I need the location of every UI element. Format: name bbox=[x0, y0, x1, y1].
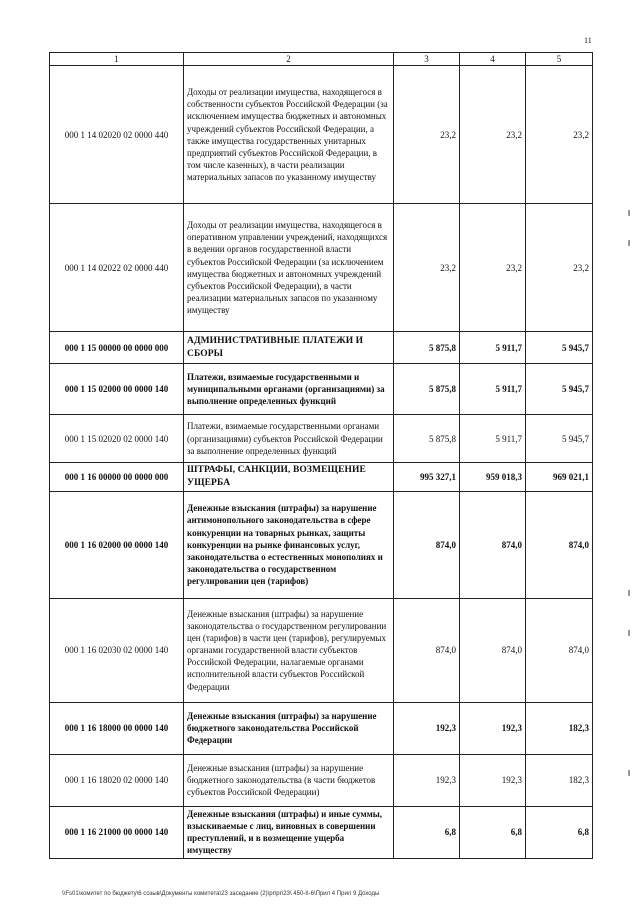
page-number: 11 bbox=[584, 36, 592, 45]
amount-col-3: 874,0 bbox=[394, 491, 460, 598]
header-col-3: 3 bbox=[394, 53, 460, 66]
amount-col-3: 6,8 bbox=[394, 806, 460, 858]
table-row bbox=[50, 491, 593, 598]
table-row bbox=[50, 204, 593, 332]
table-row bbox=[50, 598, 593, 702]
amount-col-3: 23,2 bbox=[394, 204, 460, 332]
budget-code: 000 1 16 18020 02 0000 140 bbox=[50, 754, 184, 806]
amount-col-3: 23,2 bbox=[394, 66, 460, 204]
table-row bbox=[50, 415, 593, 463]
amount-col-4: 959 018,3 bbox=[460, 463, 526, 492]
amount-col-4: 192,3 bbox=[460, 702, 526, 754]
amount-col-3: 5 875,8 bbox=[394, 415, 460, 463]
amount-col-4: 5 911,7 bbox=[460, 364, 526, 415]
amount-col-3: 874,0 bbox=[394, 598, 460, 702]
amount-col-5: 874,0 bbox=[526, 598, 593, 702]
revenue-description: Денежные взыскания (штрафы) за нарушение антимонопольного законодательства в сфере конкуренции на товарных рынках, защиты конкуренции на рынке финансовых услуг, законодательства о естественных монополиях и законодательства о государственном регулировании цен (тарифов) bbox=[184, 491, 394, 598]
table-row bbox=[50, 702, 593, 754]
revenue-description: Доходы от реализации имущества, находящегося в оперативном управлении учреждений, находящихся в ведении органов государственной власти субъектов Российской Федерации (за исключением имущества бюджетных и автономных учреждений субъектов Российской Федерации), в части реализации материальных запасов по указанному имуществу bbox=[184, 204, 394, 332]
amount-col-5: 23,2 bbox=[526, 66, 593, 204]
amount-col-5: 5 945,7 bbox=[526, 364, 593, 415]
table-row-section bbox=[50, 463, 593, 492]
revenue-description: Доходы от реализации имущества, находящегося в собственности субъектов Российской Федерации (за исключением имущества бюджетных и автономных учреждений субъектов Российской Федерации, а также имущества государственных унитарных предприятий субъектов Российской Федерации, в том числе казенных), в части реализации материальных запасов по указанному имуществу bbox=[184, 66, 394, 204]
header-col-4: 4 bbox=[460, 53, 526, 66]
amount-col-4: 6,8 bbox=[460, 806, 526, 858]
budget-code: 000 1 15 02000 00 0000 140 bbox=[50, 364, 184, 415]
table-row bbox=[50, 364, 593, 415]
budget-code: 000 1 14 02022 02 0000 440 bbox=[50, 204, 184, 332]
scan-margin-marks bbox=[628, 210, 634, 810]
amount-col-3: 995 327,1 bbox=[394, 463, 460, 492]
amount-col-5: 874,0 bbox=[526, 491, 593, 598]
amount-col-5: 23,2 bbox=[526, 204, 593, 332]
table-row-section bbox=[50, 332, 593, 364]
amount-col-5: 5 945,7 bbox=[526, 415, 593, 463]
amount-col-4: 192,3 bbox=[460, 754, 526, 806]
header-col-1: 1 bbox=[50, 53, 184, 66]
amount-col-4: 23,2 bbox=[460, 66, 526, 204]
amount-col-4: 5 911,7 bbox=[460, 332, 526, 364]
revenue-description: Денежные взыскания (штрафы) за нарушение бюджетного законодательства Российской Федерации bbox=[184, 702, 394, 754]
budget-code: 000 1 16 00000 00 0000 000 bbox=[50, 463, 184, 492]
document-file-path: \\Fs01\комитет по бюджету\6 созыв\Документы комитета\23 заседание (2)\pr\pr\23\ 450-II-6\Прил 4 Прил 9 Доходы bbox=[62, 891, 380, 897]
amount-col-4: 874,0 bbox=[460, 598, 526, 702]
revenue-description: Денежные взыскания (штрафы) и иные суммы, взыскиваемые с лиц, виновных в совершении преступлений, и в возмещение ущерба имуществу bbox=[184, 806, 394, 858]
budget-code: 000 1 16 02000 00 0000 140 bbox=[50, 491, 184, 598]
amount-col-3: 5 875,8 bbox=[394, 332, 460, 364]
budget-code: 000 1 16 18000 00 0000 140 bbox=[50, 702, 184, 754]
table-header-row bbox=[50, 53, 593, 66]
amount-col-3: 192,3 bbox=[394, 754, 460, 806]
budget-code: 000 1 16 02030 02 0000 140 bbox=[50, 598, 184, 702]
revenue-description: Денежные взыскания (штрафы) за нарушение бюджетного законодательства (в части бюджетов субъектов Российской Федерации) bbox=[184, 754, 394, 806]
amount-col-5: 182,3 bbox=[526, 754, 593, 806]
revenue-table bbox=[49, 52, 593, 859]
table-row bbox=[50, 806, 593, 858]
amount-col-4: 874,0 bbox=[460, 491, 526, 598]
amount-col-3: 5 875,8 bbox=[394, 364, 460, 415]
amount-col-5: 5 945,7 bbox=[526, 332, 593, 364]
amount-col-5: 6,8 bbox=[526, 806, 593, 858]
amount-col-4: 23,2 bbox=[460, 204, 526, 332]
table-row bbox=[50, 754, 593, 806]
budget-code: 000 1 16 21000 00 0000 140 bbox=[50, 806, 184, 858]
header-col-5: 5 bbox=[526, 53, 593, 66]
revenue-description: Платежи, взимаемые государственными и муниципальными органами (организациями) за выполнение определенных функций bbox=[184, 364, 394, 415]
revenue-description: ШТРАФЫ, САНКЦИИ, ВОЗМЕЩЕНИЕ УЩЕРБА bbox=[184, 463, 394, 492]
revenue-description: Платежи, взимаемые государственными органами (организациями) субъектов Российской Федерации за выполнение определенных функций bbox=[184, 415, 394, 463]
budget-code: 000 1 14 02020 02 0000 440 bbox=[50, 66, 184, 204]
table-row bbox=[50, 66, 593, 204]
amount-col-5: 969 021,1 bbox=[526, 463, 593, 492]
revenue-description: АДМИНИСТРАТИВНЫЕ ПЛАТЕЖИ И СБОРЫ bbox=[184, 332, 394, 364]
revenue-description: Денежные взыскания (штрафы) за нарушение законодательства о государственном регулировании цен (тарифов) в части цен (тарифов), регулируемых органами государственной власти субъектов Российской Федерации, налагаемые органами исполнительной власти субъектов Российской Федерации bbox=[184, 598, 394, 702]
amount-col-4: 5 911,7 bbox=[460, 415, 526, 463]
amount-col-3: 192,3 bbox=[394, 702, 460, 754]
budget-code: 000 1 15 02020 02 0000 140 bbox=[50, 415, 184, 463]
header-col-2: 2 bbox=[184, 53, 394, 66]
budget-code: 000 1 15 00000 00 0000 000 bbox=[50, 332, 184, 364]
amount-col-5: 182,3 bbox=[526, 702, 593, 754]
